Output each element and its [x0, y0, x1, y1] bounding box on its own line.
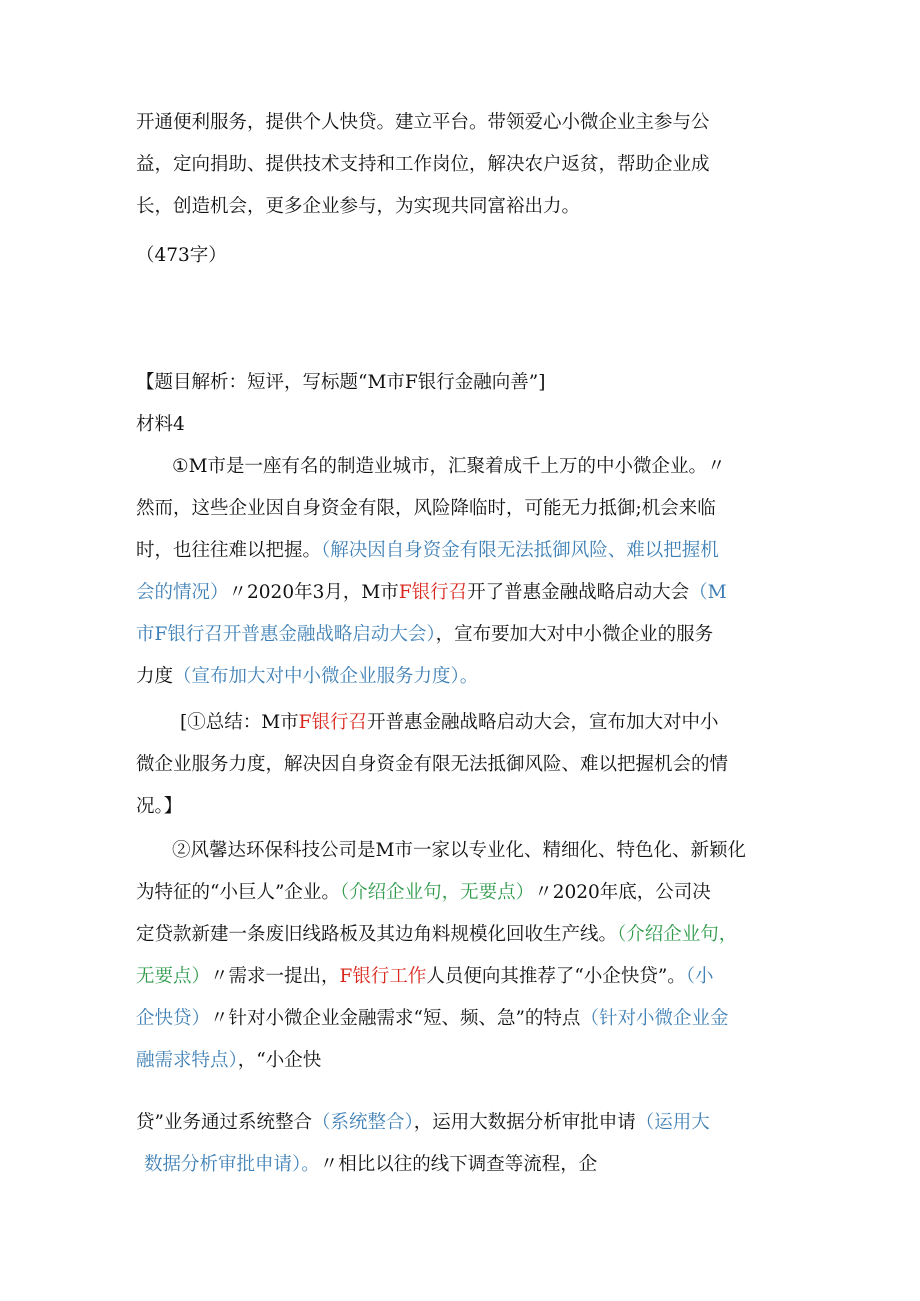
- intro-line-3: 长，创造机会，更多企业参与，为实现共同富裕出力。: [136, 196, 581, 217]
- p2-annotation-1-cont: 企快贷）: [136, 1008, 211, 1029]
- p2-annotation-2: （针对小微企业金: [580, 1008, 729, 1029]
- summary-line-1: [180, 708, 719, 738]
- p2-line-2: [136, 878, 711, 908]
- word-count: （473字）: [136, 245, 227, 266]
- p2-note-2-cont: 无要点）: [136, 966, 211, 987]
- p1-line-4: [136, 578, 727, 608]
- p1-annotation-2-cont: 市F银行召开普惠金融战略启动大会）: [136, 624, 436, 645]
- p1-line-6: [136, 662, 478, 692]
- p2-line-3: [136, 920, 737, 950]
- p2-line-2-text-2: 〃2020年底，公司决: [534, 882, 711, 903]
- p1-highlight-bank: F银行召: [398, 582, 468, 603]
- summary-line-3: 况。】: [136, 796, 183, 817]
- p2-annotation-3: （系统整合）: [311, 1112, 414, 1133]
- intro-line-1: 开通便利服务，提供个人快贷。建立平台。带领爱心小微企业主参与公: [136, 112, 710, 133]
- p2-line-8-text: 〃相比以往的线下调查等流程，企: [319, 1154, 598, 1175]
- intro-line-2: 益，定向捐助、提供技术支持和工作岗位，解决农户返贫，帮助企业成: [136, 154, 710, 175]
- p1-annotation-cont: 会的情况）: [136, 582, 229, 603]
- p2-note-1: （介绍企业句，无要点）: [339, 882, 535, 903]
- p1-line-3-text: 时，也往往难以把握。: [136, 540, 322, 561]
- p1-line-5-text: ，宣布要加大对中小微企业的服务: [435, 624, 714, 645]
- p2-line-8: [144, 1150, 597, 1180]
- p2-line-4-text-2: 人员便向其推荐了“小企快贷”。: [426, 966, 686, 987]
- p1-annotation: （解决因自身资金有限无法抵御风险、难以把握机: [321, 540, 719, 561]
- p2-line-5-text: 〃针对小微企业金融需求“短、频、急”的特点: [210, 1008, 581, 1029]
- p2-annotation-1: （小: [685, 966, 714, 987]
- p2-line-7-text-2: ，运用大数据分析审批申请: [413, 1112, 636, 1133]
- p2-line-6-text: ，“小企快: [237, 1050, 322, 1071]
- p1-line-5: [136, 620, 713, 650]
- analysis-heading: 【题目解析：短评，写标题“M市F银行金融向善”]: [136, 372, 546, 393]
- p2-line-2-text: 为特征的“小巨人”企业。: [136, 882, 340, 903]
- p2-line-1: ②风馨达环保科技公司是M市一家以专业化、精细化、特色化、新颖化: [172, 840, 746, 861]
- p2-line-7-text: 贷”业务通过系统整合: [136, 1112, 312, 1133]
- p1-line-2: 然而，这些企业因自身资金有限，风险降临时，可能无力抵御;机会来临: [136, 498, 716, 519]
- p2-line-7: [136, 1108, 710, 1138]
- p1-line-4-text: 〃2020年3月，M市: [228, 582, 399, 603]
- p2-annotation-2-cont: 融需求特点）: [136, 1050, 238, 1071]
- p2-line-4: [136, 962, 714, 992]
- p1-line-1: ①M市是一座有名的制造业城市，汇聚着成千上万的中小微企业。〃: [172, 456, 726, 477]
- p2-line-3-text: 定贷款新建一条废旧线路板及其边角料规模化回收生产线。: [136, 924, 618, 945]
- summary-highlight-bank: F银行召: [298, 712, 368, 733]
- p1-line-4-text-2: 开了普惠金融战略启动大会: [467, 582, 690, 603]
- summary-line-2: 微企业服务力度，解决因自身资金有限无法抵御风险、难以把握机会的情: [136, 754, 729, 775]
- p2-highlight-bank: F银行工作: [339, 966, 427, 987]
- p2-line-6: [136, 1046, 321, 1076]
- p2-annotation-4: （运用大: [635, 1112, 710, 1133]
- material-label: 材料4: [136, 414, 185, 435]
- p2-line-4-text: 〃需求一提出，: [210, 966, 340, 987]
- p1-line-6-text: 力度: [136, 666, 174, 687]
- p1-annotation-3: （宣布加大对中小微企业服务力度）。: [173, 666, 479, 687]
- summary-text-2: 开普惠金融战略启动大会，宣布加大对中小: [367, 712, 719, 733]
- p2-note-2: （介绍企业句，: [617, 924, 738, 945]
- p2-line-5: [136, 1004, 728, 1034]
- p1-annotation-2: （M: [689, 582, 727, 603]
- p1-line-3: [136, 536, 719, 566]
- summary-text-1: [①总结：M市: [180, 712, 299, 733]
- p2-annotation-4-cont: 数据分析审批申请）。: [144, 1154, 320, 1175]
